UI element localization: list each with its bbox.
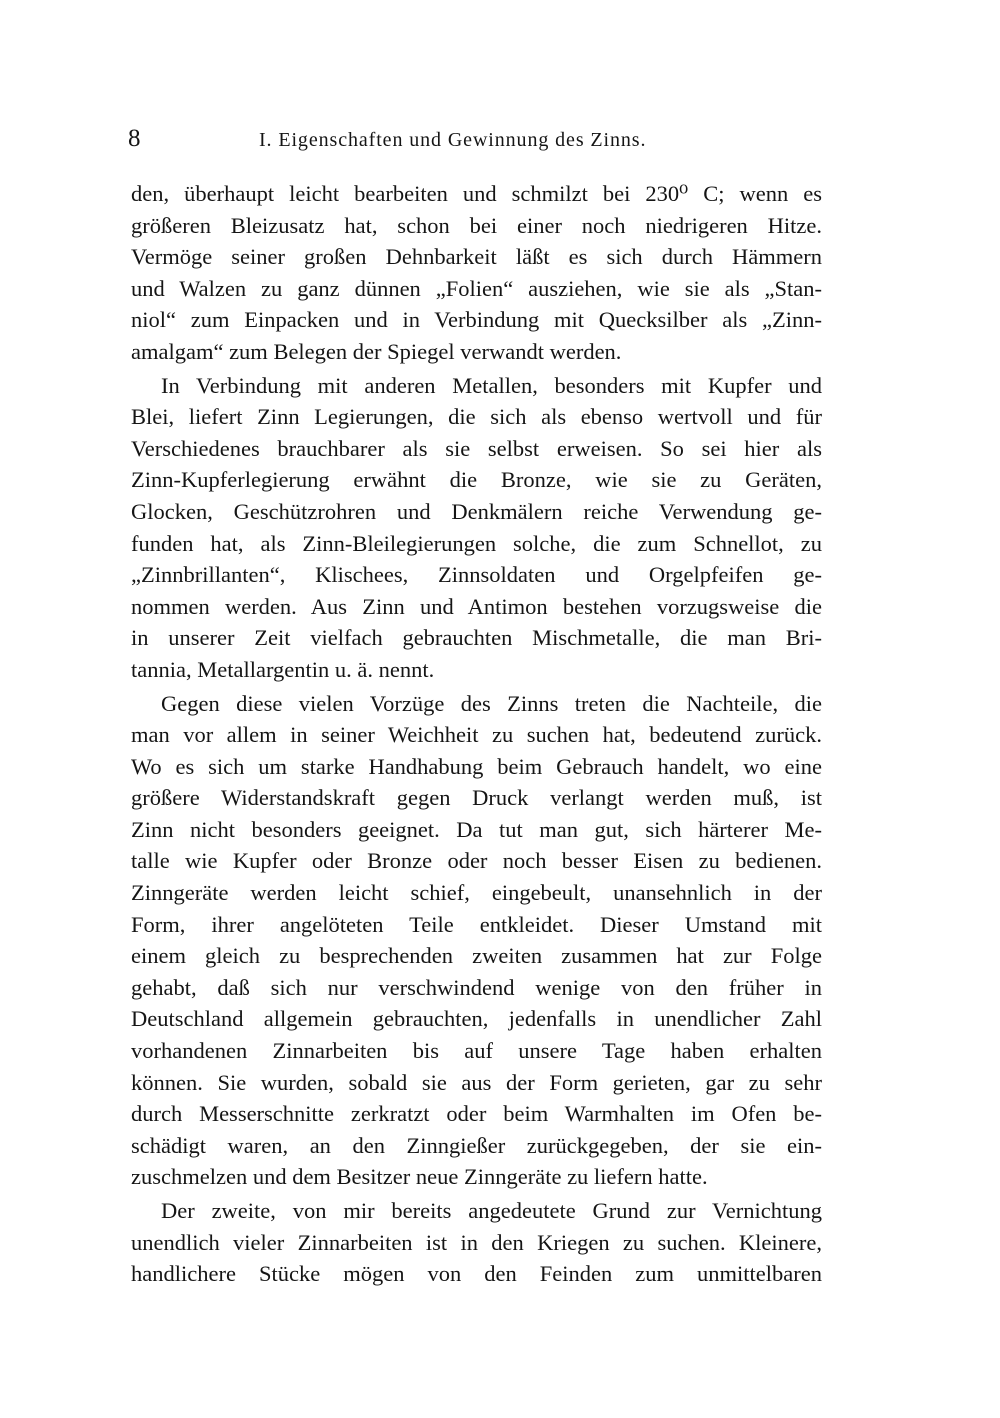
text-line: Wo es sich um starke Handhabung beim Gebrauch handelt, wo eine [131,753,822,779]
text-line: Glocken, Geschützrohren und Denkmälern reiche Verwendung ge- [131,498,822,524]
body-text [131,178,822,1290]
text-line: zuschmelzen und dem Besitzer neue Zinngeräte zu liefern hatte. [131,1164,708,1190]
text-line: den, überhaupt leicht bearbeiten und schmilzt bei 230⁰ C; wenn es [131,181,822,206]
text-line: tannia, Metallargentin u. ä. nennt. [131,656,435,682]
page-number: 8 [128,125,141,152]
text-line: In Verbindung mit anderen Metallen, besonders mit Kupfer und [161,372,822,398]
text-line: Blei, liefert Zinn Legierungen, die sich als ebenso wertvoll und für [131,404,822,430]
text-line: nommen werden. Aus Zinn und Antimon bestehen vorzugsweise die [131,593,822,619]
text-line: Zinn nicht besonders geeignet. Da tut man gut, sich härterer Me- [131,816,822,842]
text-line: Deutschland allgemein gebrauchten, jedenfalls in unendlicher Zahl [131,1006,822,1032]
text-line: schädigt waren, an den Zinngießer zurückgegeben, der sie ein- [131,1132,822,1158]
text-line: Verschiedenes brauchbarer als sie selbst erweisen. So sei hier als [131,435,822,461]
text-line: handlichere Stücke mögen von den Feinden zum unmittelbaren [131,1261,822,1287]
text-line: funden hat, als Zinn-Bleilegierungen solche, die zum Schnellot, zu [131,530,822,556]
text-line: können. Sie wurden, sobald sie aus der Form gerieten, gar zu sehr [131,1069,822,1095]
text-line: Zinn-Kupferlegierung erwähnt die Bronze, wie sie zu Geräten, [131,467,822,493]
paragraph [131,178,822,368]
text-line: gehabt, daß sich nur verschwindend wenige von den früher in [131,974,822,1000]
text-line: Gegen diese vielen Vorzüge des Zinns treten die Nachteile, die [161,690,822,716]
paragraph [131,370,822,686]
text-line: Vermöge seiner großen Dehnbarkeit läßt es sich durch Hämmern [131,244,822,270]
text-line: man vor allem in seiner Weichheit zu suchen hat, bedeutend zurück. [131,722,822,748]
paragraph [131,1195,822,1290]
text-line: Zinngeräte werden leicht schief, eingebeult, unansehnlich in der [131,880,822,906]
text-line: größeren Bleizusatz hat, schon bei einer noch niedrigeren Hitze. [131,212,822,238]
text-line: und Walzen zu ganz dünnen „Folien“ ausziehen, wie sie als „Stan- [131,275,822,301]
text-line: niol“ zum Einpacken und in Verbindung mit Quecksilber als „Zinn- [131,307,822,333]
running-title: I. Eigenschaften und Gewinnung des Zinns. [259,129,647,151]
text-line: durch Messerschnitte zerkratzt oder beim Warmhalten im Ofen be- [131,1101,822,1127]
text-line: Der zweite, von mir bereits angedeutete Grund zur Vernichtung [161,1198,822,1223]
text-line: Form, ihrer angelöteten Teile entkleidet. Dieser Umstand mit [131,911,822,937]
text-line: größere Widerstandskraft gegen Druck verlangt werden muß, ist [131,785,822,811]
text-line: in unserer Zeit vielfach gebrauchten Mischmetalle, die man Bri- [131,625,822,651]
text-line: talle wie Kupfer oder Bronze oder noch besser Eisen zu bedienen. [131,848,822,874]
text-line: einem gleich zu besprechenden zweiten zusammen hat zur Folge [131,943,822,969]
text-line: amalgam“ zum Belegen der Spiegel verwandt werden. [131,338,622,364]
paragraph [131,688,822,1194]
text-line: vorhandenen Zinnarbeiten bis auf unsere Tage haben erhalten [131,1038,822,1064]
page-header [128,122,828,156]
text-line: „Zinnbrillanten“, Klischees, Zinnsoldaten und Orgelpfeifen ge- [131,562,822,588]
text-line: unendlich vieler Zinnarbeiten ist in den Kriegen zu suchen. Kleinere, [131,1229,822,1255]
